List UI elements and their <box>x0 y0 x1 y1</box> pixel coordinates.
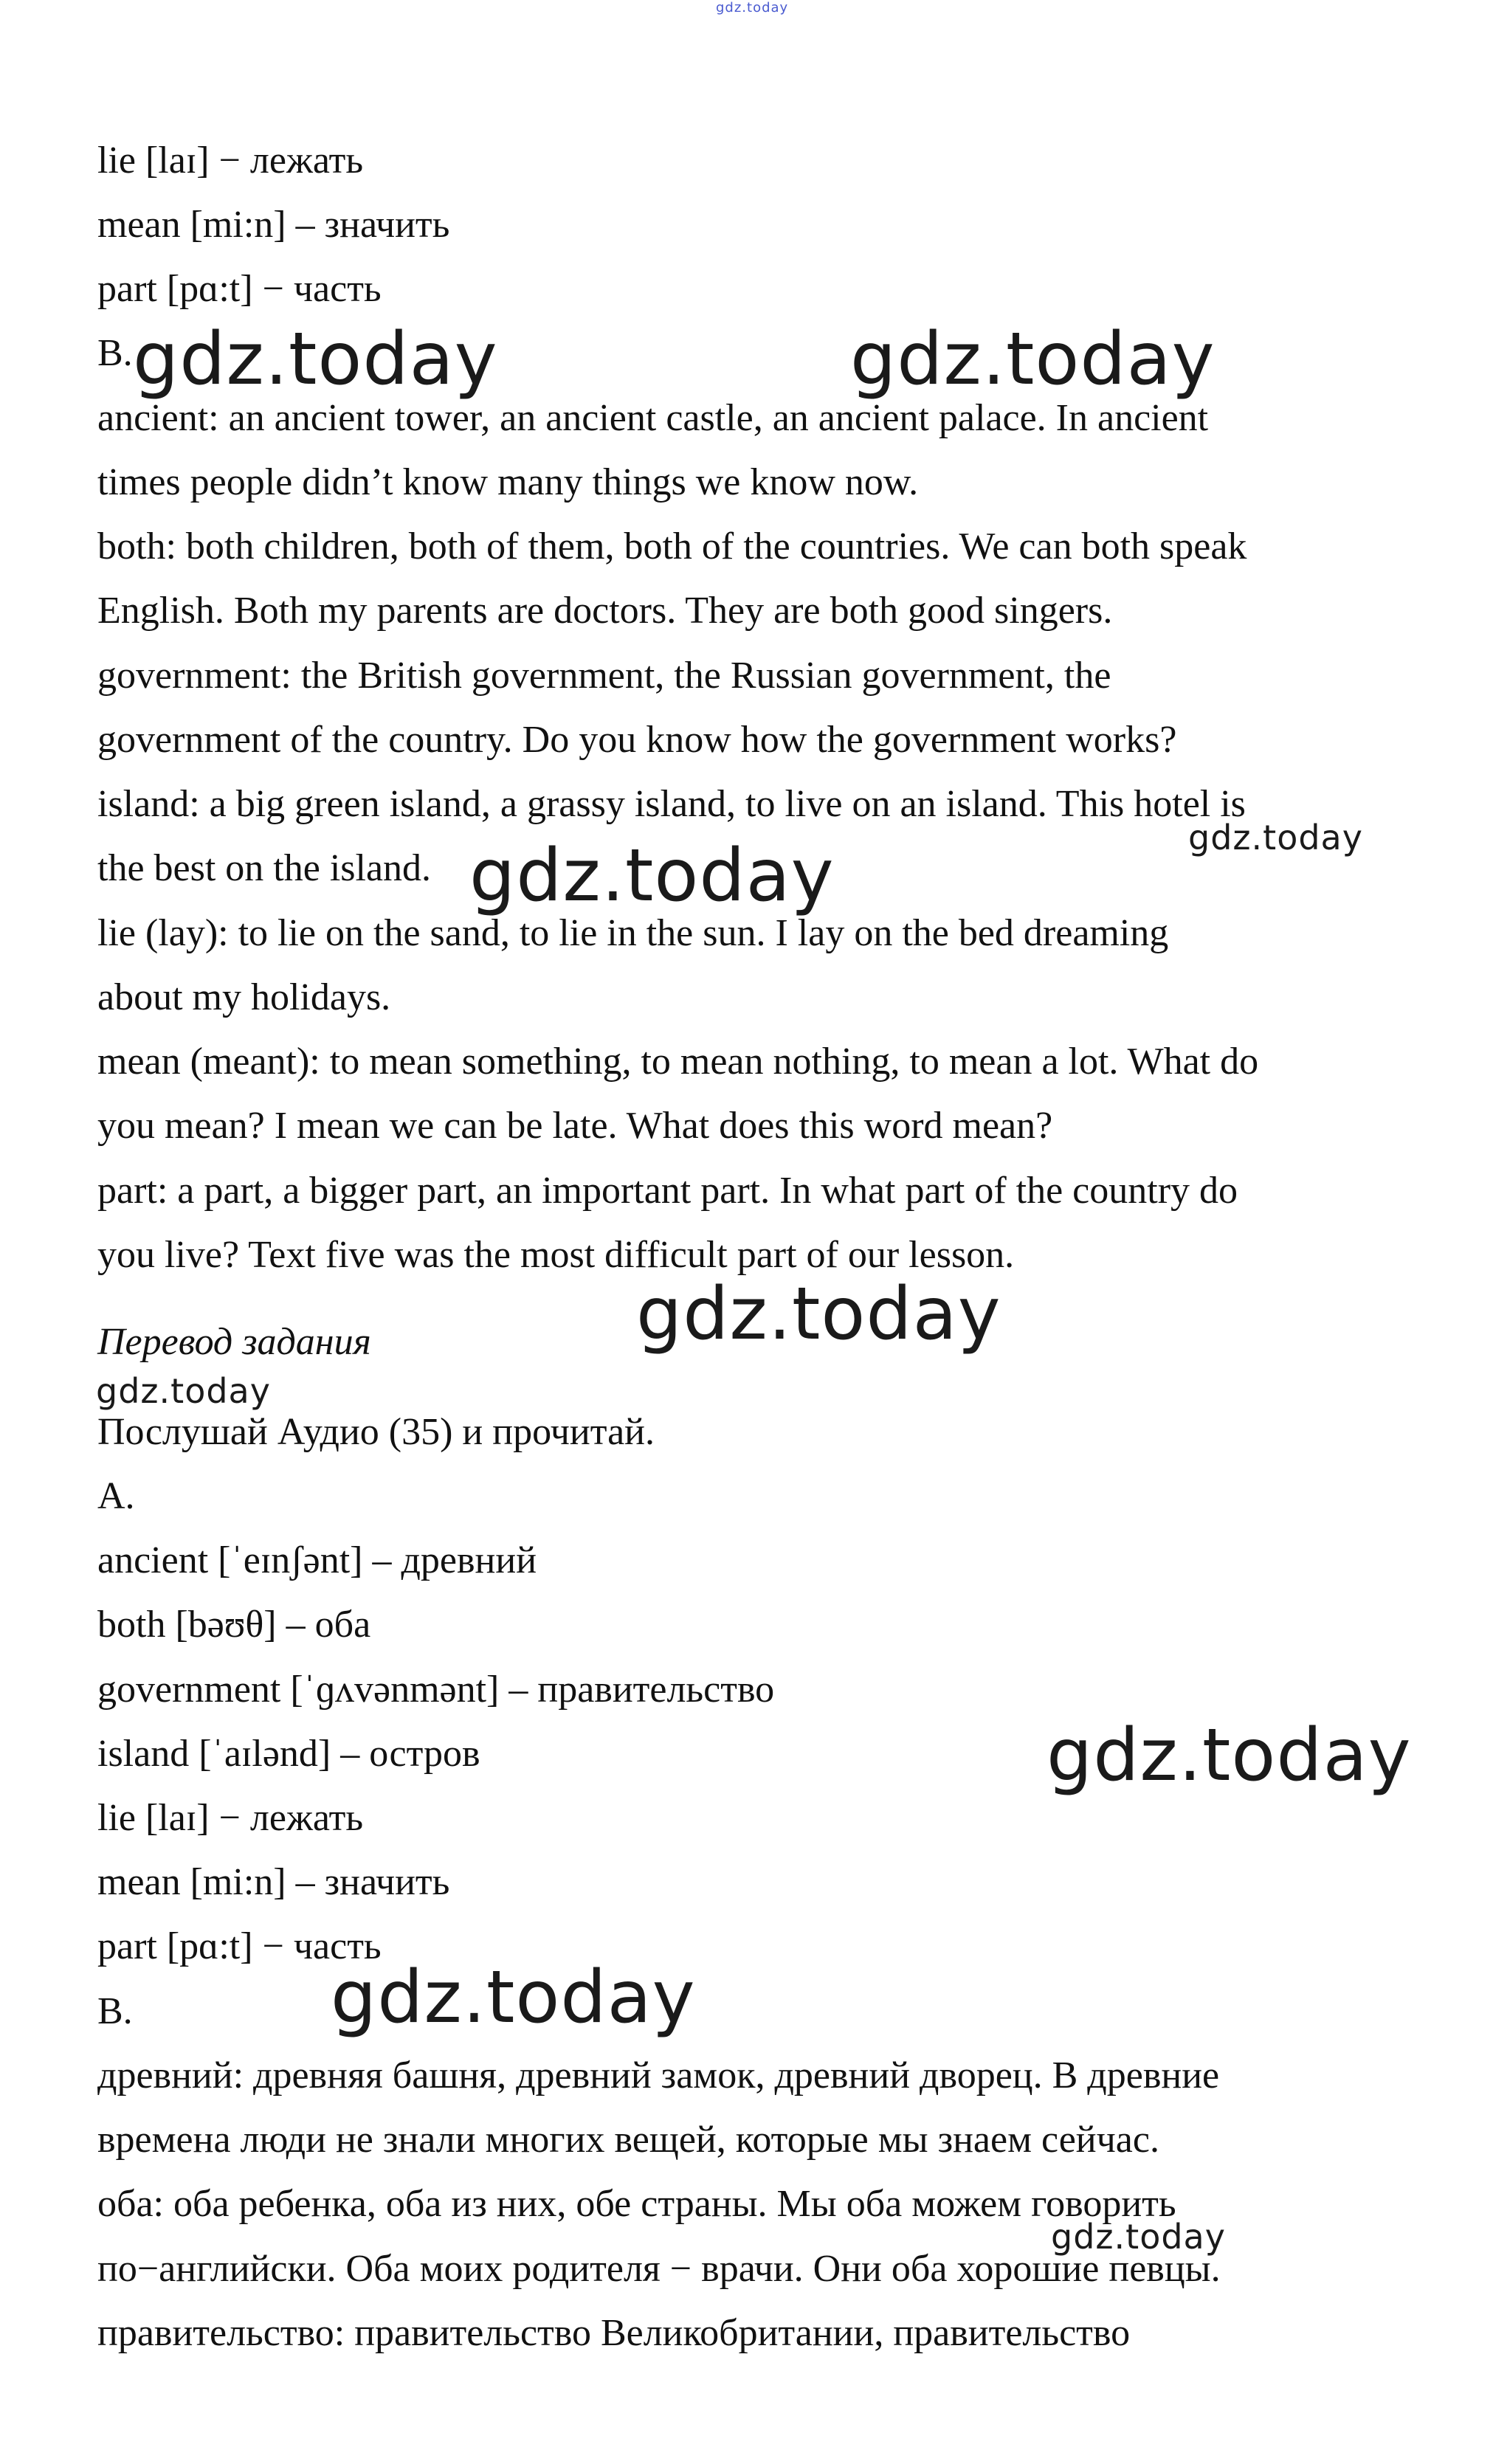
vocab-line-mean: mean [mi:n] – значить <box>97 1861 450 1903</box>
translation-heading: Перевод задания <box>97 1321 371 1363</box>
vocab-line-mean: mean [mi:n] – значить <box>97 204 450 246</box>
text-line: you mean? I mean we can be late. What does this word mean? <box>97 1105 1053 1147</box>
translation-instruction: Послушай Аудио (35) и прочитай. <box>97 1411 655 1453</box>
text-line: lie (lay): to lie on the sand, to lie in the sun. I lay on the bed dreaming <box>97 912 1169 954</box>
vocab-line-both: both [bəʊθ] – оба <box>97 1604 371 1646</box>
watermark: gdz.today <box>469 834 835 918</box>
section-b-label: B. <box>97 332 133 374</box>
watermark: gdz.today <box>1047 1714 1412 1798</box>
text-line: times people didn’t know many things we know now. <box>97 461 919 503</box>
watermark: gdz.today <box>133 317 498 401</box>
watermark: gdz.today <box>1188 818 1363 857</box>
text-line: English. Both my parents are doctors. They are both good singers. <box>97 590 1113 632</box>
text-line: времена люди не знали многих вещей, которые мы знаем сейчас. <box>97 2119 1159 2161</box>
text-line: about my holidays. <box>97 976 391 1018</box>
vocab-line-ancient: ancient [ˈeɪnʃənt] – древний <box>97 1539 537 1581</box>
text-line: both: both children, both of them, both of the countries. We can both speak <box>97 525 1247 567</box>
text-line: government of the country. Do you know how the government works? <box>97 719 1177 761</box>
vocab-line-lie: lie [laɪ] − лежать <box>97 1797 364 1839</box>
watermark: gdz.today <box>636 1272 1001 1356</box>
text-line: ancient: an ancient tower, an ancient castle, an ancient palace. In ancient <box>97 397 1209 439</box>
text-line: древний: древняя башня, древний замок, древний дворец. В древние <box>97 2054 1220 2097</box>
text-line: оба: оба ребенка, оба из них, обе страны. Мы оба можем говорить <box>97 2183 1176 2225</box>
text-line: the best on the island. <box>97 847 432 889</box>
vocab-line-part: part [pɑ:t] − часть <box>97 268 382 310</box>
vocab-line-part: part [pɑ:t] − часть <box>97 1925 382 1967</box>
watermark: gdz.today <box>850 317 1216 401</box>
watermark: gdz.today <box>331 1956 696 2040</box>
text-line: island: a big green island, a grassy island, to live on an island. This hotel is <box>97 783 1246 825</box>
text-line: government: the British government, the Russian government, the <box>97 655 1111 697</box>
watermark: gdz.today <box>1051 2217 1226 2257</box>
vocab-line-government: government [ˈɡʌvənmənt] – правительство <box>97 1668 775 1711</box>
section-a-label: A. <box>97 1475 135 1517</box>
watermark: gdz.today <box>96 1371 271 1411</box>
text-line: mean (meant): to mean something, to mean nothing, to mean a lot. What do <box>97 1041 1259 1083</box>
watermark-top: gdz.today <box>716 0 789 15</box>
section-b-label: B. <box>97 1990 133 2032</box>
vocab-line-lie: lie [laɪ] − лежать <box>97 139 364 182</box>
text-line: по−английски. Оба моих родителя − врачи. Они оба хорошие певцы. <box>97 2248 1221 2290</box>
text-line: правительство: правительство Великобритании, правительство <box>97 2312 1131 2354</box>
text-line: you live? Text five was the most difficult part of our lesson. <box>97 1234 1015 1276</box>
text-line: part: a part, a bigger part, an important part. In what part of the country do <box>97 1170 1238 1212</box>
vocab-line-island: island [ˈaɪlənd] – остров <box>97 1733 480 1775</box>
